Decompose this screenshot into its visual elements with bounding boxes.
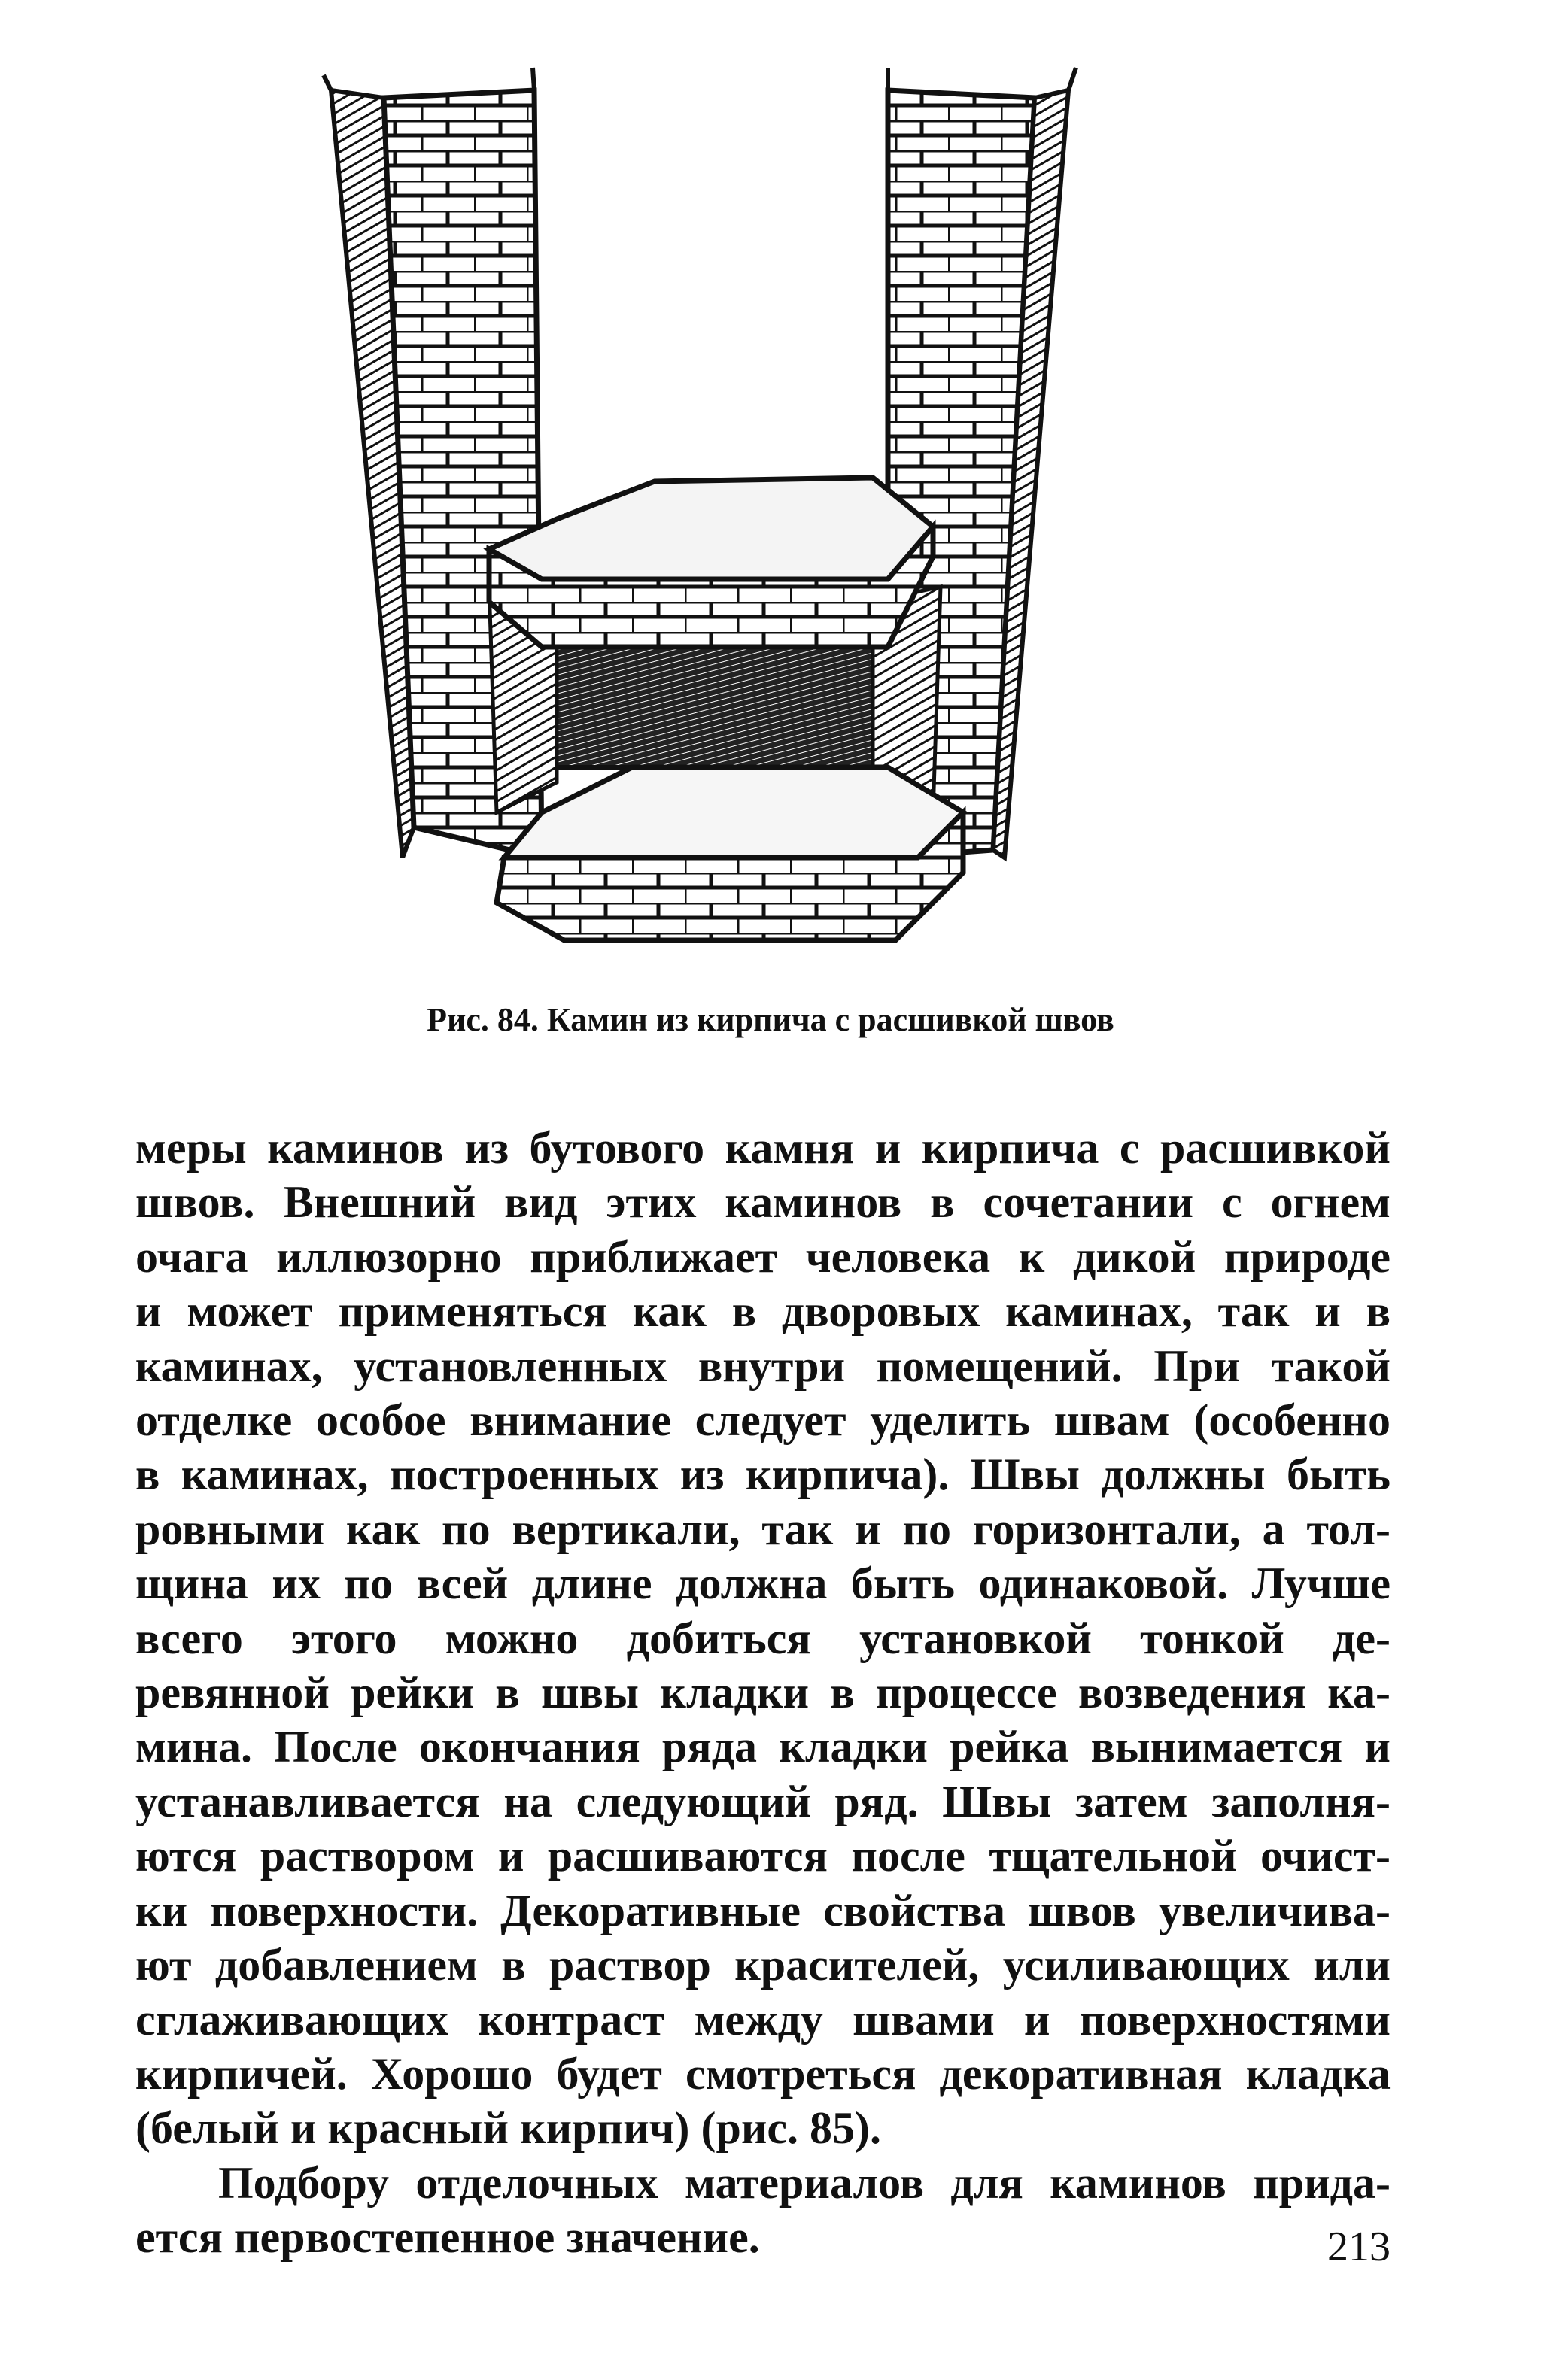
text-line: ровными как по вертикали, так и по горизонтали, а тол- — [135, 1504, 1391, 1554]
text-line: очага иллюзорно приближает человека к дикой природе — [135, 1231, 1391, 1282]
text-line: швов. Внешний вид этих каминов в сочетании с огнем — [135, 1177, 1391, 1228]
figure-caption: Рис. 84. Камин из кирпича с расшивкой швов — [427, 1001, 1114, 1038]
text-line: ют добавлением в раствор красителей, усиливающих или — [135, 1940, 1391, 1990]
text-line: щина их по всей длине должна быть одинаковой. Лучше — [135, 1559, 1391, 1609]
text-line: Подбору отделочных материалов для каминов прида- — [218, 2157, 1391, 2208]
text-line: всего этого можно добиться установкой тонкой де- — [135, 1613, 1391, 1663]
text-line: и может применяться как в дворовых каминах, так и в — [135, 1286, 1391, 1337]
fireplace-illustration — [316, 60, 1204, 963]
text-line: ревянной рейки в швы кладки в процессе возведения ка- — [135, 1668, 1391, 1718]
text-line: меры каминов из бутового камня и кирпича с расшивкой — [135, 1123, 1391, 1173]
text-line: мина. После окончания ряда кладки рейка вынимается и — [135, 1722, 1391, 1772]
text-line: каминах, установленных внутри помещений. При такой — [135, 1340, 1391, 1391]
text-line: в каминах, построенных из кирпича). Швы должны быть — [135, 1450, 1391, 1500]
text-line: ется первостепенное значение. — [135, 2212, 760, 2263]
text-line: отделке особое внимание следует уделить швам (особенно — [135, 1395, 1391, 1446]
body-text — [135, 1121, 1391, 2265]
text-line: ки поверхности. Декоративные свойства швов увеличива- — [135, 1885, 1391, 1935]
page-number: 213 — [1327, 2224, 1391, 2270]
text-line: ются раствором и расшиваются после тщательной очист- — [135, 1831, 1391, 1881]
text-line: сглаживающих контраст между швами и поверхностями — [135, 1994, 1391, 2045]
text-line: (белый и красный кирпич) (рис. 85). — [135, 2103, 882, 2154]
text-line: устанавливается на следующий ряд. Швы затем заполня- — [135, 1776, 1391, 1826]
text-line: кирпичей. Хорошо будет смотреться декоративная кладка — [135, 2048, 1391, 2099]
